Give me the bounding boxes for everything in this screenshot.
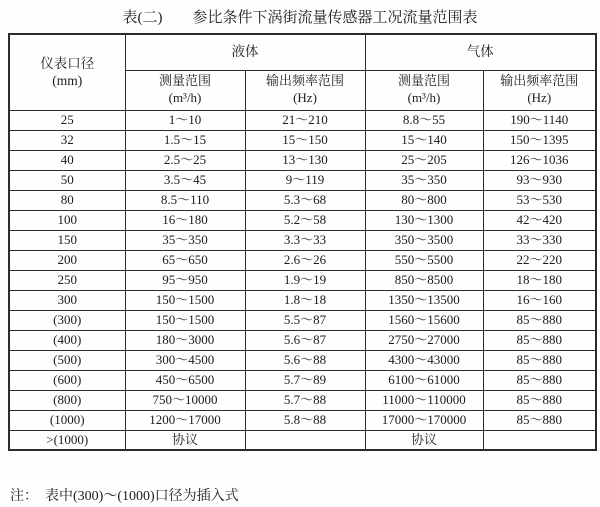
diameter-cell: (300)	[9, 310, 125, 330]
diameter-cell: (800)	[9, 390, 125, 410]
liquid-range-cell: 1.5～15	[125, 130, 245, 150]
diameter-cell: 80	[9, 190, 125, 210]
header-liquid-group: 液体	[125, 34, 365, 70]
gas-range-cell: 15～140	[365, 130, 483, 150]
gas-frequency-cell: 53～530	[483, 190, 596, 210]
gas-range-cell: 130～1300	[365, 210, 483, 230]
header-diameter-unit: (mm)	[52, 73, 83, 89]
gas-frequency-cell: 85～880	[483, 310, 596, 330]
table-row	[9, 290, 596, 310]
table-row	[9, 110, 596, 130]
table-row	[9, 250, 596, 270]
table-row	[9, 190, 596, 210]
table-body	[9, 110, 596, 450]
table-row	[9, 150, 596, 170]
header-gas-frequency	[483, 70, 596, 110]
footnote-label: 注：	[10, 489, 38, 504]
gas-range-cell: 350～3500	[365, 230, 483, 250]
table-row	[9, 310, 596, 330]
subheader-label: 输出频率范围	[500, 73, 579, 89]
gas-range-cell: 25～205	[365, 150, 483, 170]
diameter-cell: 150	[9, 230, 125, 250]
table-row	[9, 230, 596, 250]
liquid-frequency-cell: 5.2～58	[245, 210, 365, 230]
header-row-groups	[9, 34, 596, 70]
liquid-frequency-cell: 15～150	[245, 130, 365, 150]
gas-frequency-cell: 93～930	[483, 170, 596, 190]
gas-frequency-cell: 85～880	[483, 370, 596, 390]
liquid-frequency-cell: 3.3～33	[245, 230, 365, 250]
diameter-cell: 100	[9, 210, 125, 230]
liquid-range-cell: 95～950	[125, 270, 245, 290]
liquid-frequency-cell: 13～130	[245, 150, 365, 170]
diameter-cell: (500)	[9, 350, 125, 370]
table-row	[9, 210, 596, 230]
gas-range-cell: 17000～170000	[365, 410, 483, 430]
table-row	[9, 430, 596, 450]
diameter-cell: 32	[9, 130, 125, 150]
gas-frequency-cell	[483, 430, 596, 450]
gas-range-cell: 1350～13500	[365, 290, 483, 310]
liquid-range-cell: 3.5～45	[125, 170, 245, 190]
footnote-text: 表中(300)～(1000)口径为插入式	[45, 489, 239, 504]
liquid-frequency-cell: 5.3～68	[245, 190, 365, 210]
gas-frequency-cell: 85～880	[483, 390, 596, 410]
table-row	[9, 170, 596, 190]
liquid-range-cell: 2.5～25	[125, 150, 245, 170]
liquid-range-cell: 150～1500	[125, 290, 245, 310]
gas-range-cell: 6100～61000	[365, 370, 483, 390]
table-number-label: 表(二)	[122, 10, 163, 26]
liquid-frequency-cell	[245, 430, 365, 450]
liquid-range-cell: 300～4500	[125, 350, 245, 370]
subheader-unit: (Hz)	[527, 90, 552, 105]
diameter-cell: 200	[9, 250, 125, 270]
flow-range-table	[8, 33, 597, 451]
liquid-frequency-cell: 9～119	[245, 170, 365, 190]
gas-range-cell: 80～800	[365, 190, 483, 210]
table-row	[9, 330, 596, 350]
table-row	[9, 370, 596, 390]
gas-frequency-cell: 150～1395	[483, 130, 596, 150]
liquid-range-cell: 协议	[125, 430, 245, 450]
gas-range-cell: 1560～15600	[365, 310, 483, 330]
liquid-frequency-cell: 5.5～87	[245, 310, 365, 330]
liquid-frequency-cell: 21～210	[245, 110, 365, 130]
gas-range-cell: 协议	[365, 430, 483, 450]
liquid-frequency-cell: 2.6～26	[245, 250, 365, 270]
subheader-unit: (m³/h)	[407, 90, 441, 105]
liquid-frequency-cell: 5.8～88	[245, 410, 365, 430]
gas-frequency-cell: 85～880	[483, 330, 596, 350]
liquid-range-cell: 65～650	[125, 250, 245, 270]
table-title	[0, 6, 600, 27]
gas-frequency-cell: 22～220	[483, 250, 596, 270]
diameter-cell: (400)	[9, 330, 125, 350]
liquid-range-cell: 180～3000	[125, 330, 245, 350]
gas-frequency-cell: 85～880	[483, 410, 596, 430]
subheader-unit: (Hz)	[293, 90, 317, 105]
liquid-frequency-cell: 5.6～87	[245, 330, 365, 350]
table-row	[9, 410, 596, 430]
liquid-range-cell: 150～1500	[125, 310, 245, 330]
gas-range-cell: 35～350	[365, 170, 483, 190]
liquid-range-cell: 450～6500	[125, 370, 245, 390]
diameter-cell: (600)	[9, 370, 125, 390]
gas-frequency-cell: 190～1140	[483, 110, 596, 130]
gas-frequency-cell: 18～180	[483, 270, 596, 290]
table-title-text: 参比条件下涡街流量传感器工况流量范围表	[192, 10, 478, 26]
subheader-unit: (m³/h)	[168, 90, 202, 105]
diameter-cell: 40	[9, 150, 125, 170]
subheader-label: 测量范围	[158, 73, 211, 89]
liquid-frequency-cell: 5.7～89	[245, 370, 365, 390]
gas-frequency-cell: 126～1036	[483, 150, 596, 170]
table-row	[9, 390, 596, 410]
footnote	[10, 485, 239, 505]
diameter-cell: (1000)	[9, 410, 125, 430]
liquid-frequency-cell: 5.6～88	[245, 350, 365, 370]
header-liquid-frequency	[245, 70, 365, 110]
liquid-frequency-cell: 1.8～18	[245, 290, 365, 310]
header-diameter	[9, 34, 125, 110]
table-row	[9, 350, 596, 370]
liquid-range-cell: 8.5～110	[125, 190, 245, 210]
subheader-label: 输出频率范围	[265, 73, 344, 89]
gas-frequency-cell: 16～160	[483, 290, 596, 310]
gas-range-cell: 11000～110000	[365, 390, 483, 410]
header-gas-group: 气体	[365, 34, 596, 70]
diameter-cell: 25	[9, 110, 125, 130]
table-row	[9, 270, 596, 290]
diameter-cell: 50	[9, 170, 125, 190]
liquid-range-cell: 35～350	[125, 230, 245, 250]
gas-frequency-cell: 42～420	[483, 210, 596, 230]
liquid-range-cell: 750～10000	[125, 390, 245, 410]
gas-range-cell: 550～5500	[365, 250, 483, 270]
gas-range-cell: 2750～27000	[365, 330, 483, 350]
liquid-range-cell: 1200～17000	[125, 410, 245, 430]
table-row	[9, 130, 596, 150]
diameter-cell: >(1000)	[9, 430, 125, 450]
header-gas-range	[365, 70, 483, 110]
liquid-range-cell: 1～10	[125, 110, 245, 130]
gas-range-cell: 850～8500	[365, 270, 483, 290]
liquid-frequency-cell: 1.9～19	[245, 270, 365, 290]
gas-frequency-cell: 33～330	[483, 230, 596, 250]
diameter-cell: 250	[9, 270, 125, 290]
liquid-frequency-cell: 5.7～88	[245, 390, 365, 410]
header-diameter-line1: 仪表口径	[40, 55, 95, 71]
gas-range-cell: 4300～43000	[365, 350, 483, 370]
gas-frequency-cell: 85～880	[483, 350, 596, 370]
header-liquid-range	[125, 70, 245, 110]
diameter-cell: 300	[9, 290, 125, 310]
gas-range-cell: 8.8～55	[365, 110, 483, 130]
liquid-range-cell: 16～180	[125, 210, 245, 230]
subheader-label: 测量范围	[397, 73, 450, 89]
